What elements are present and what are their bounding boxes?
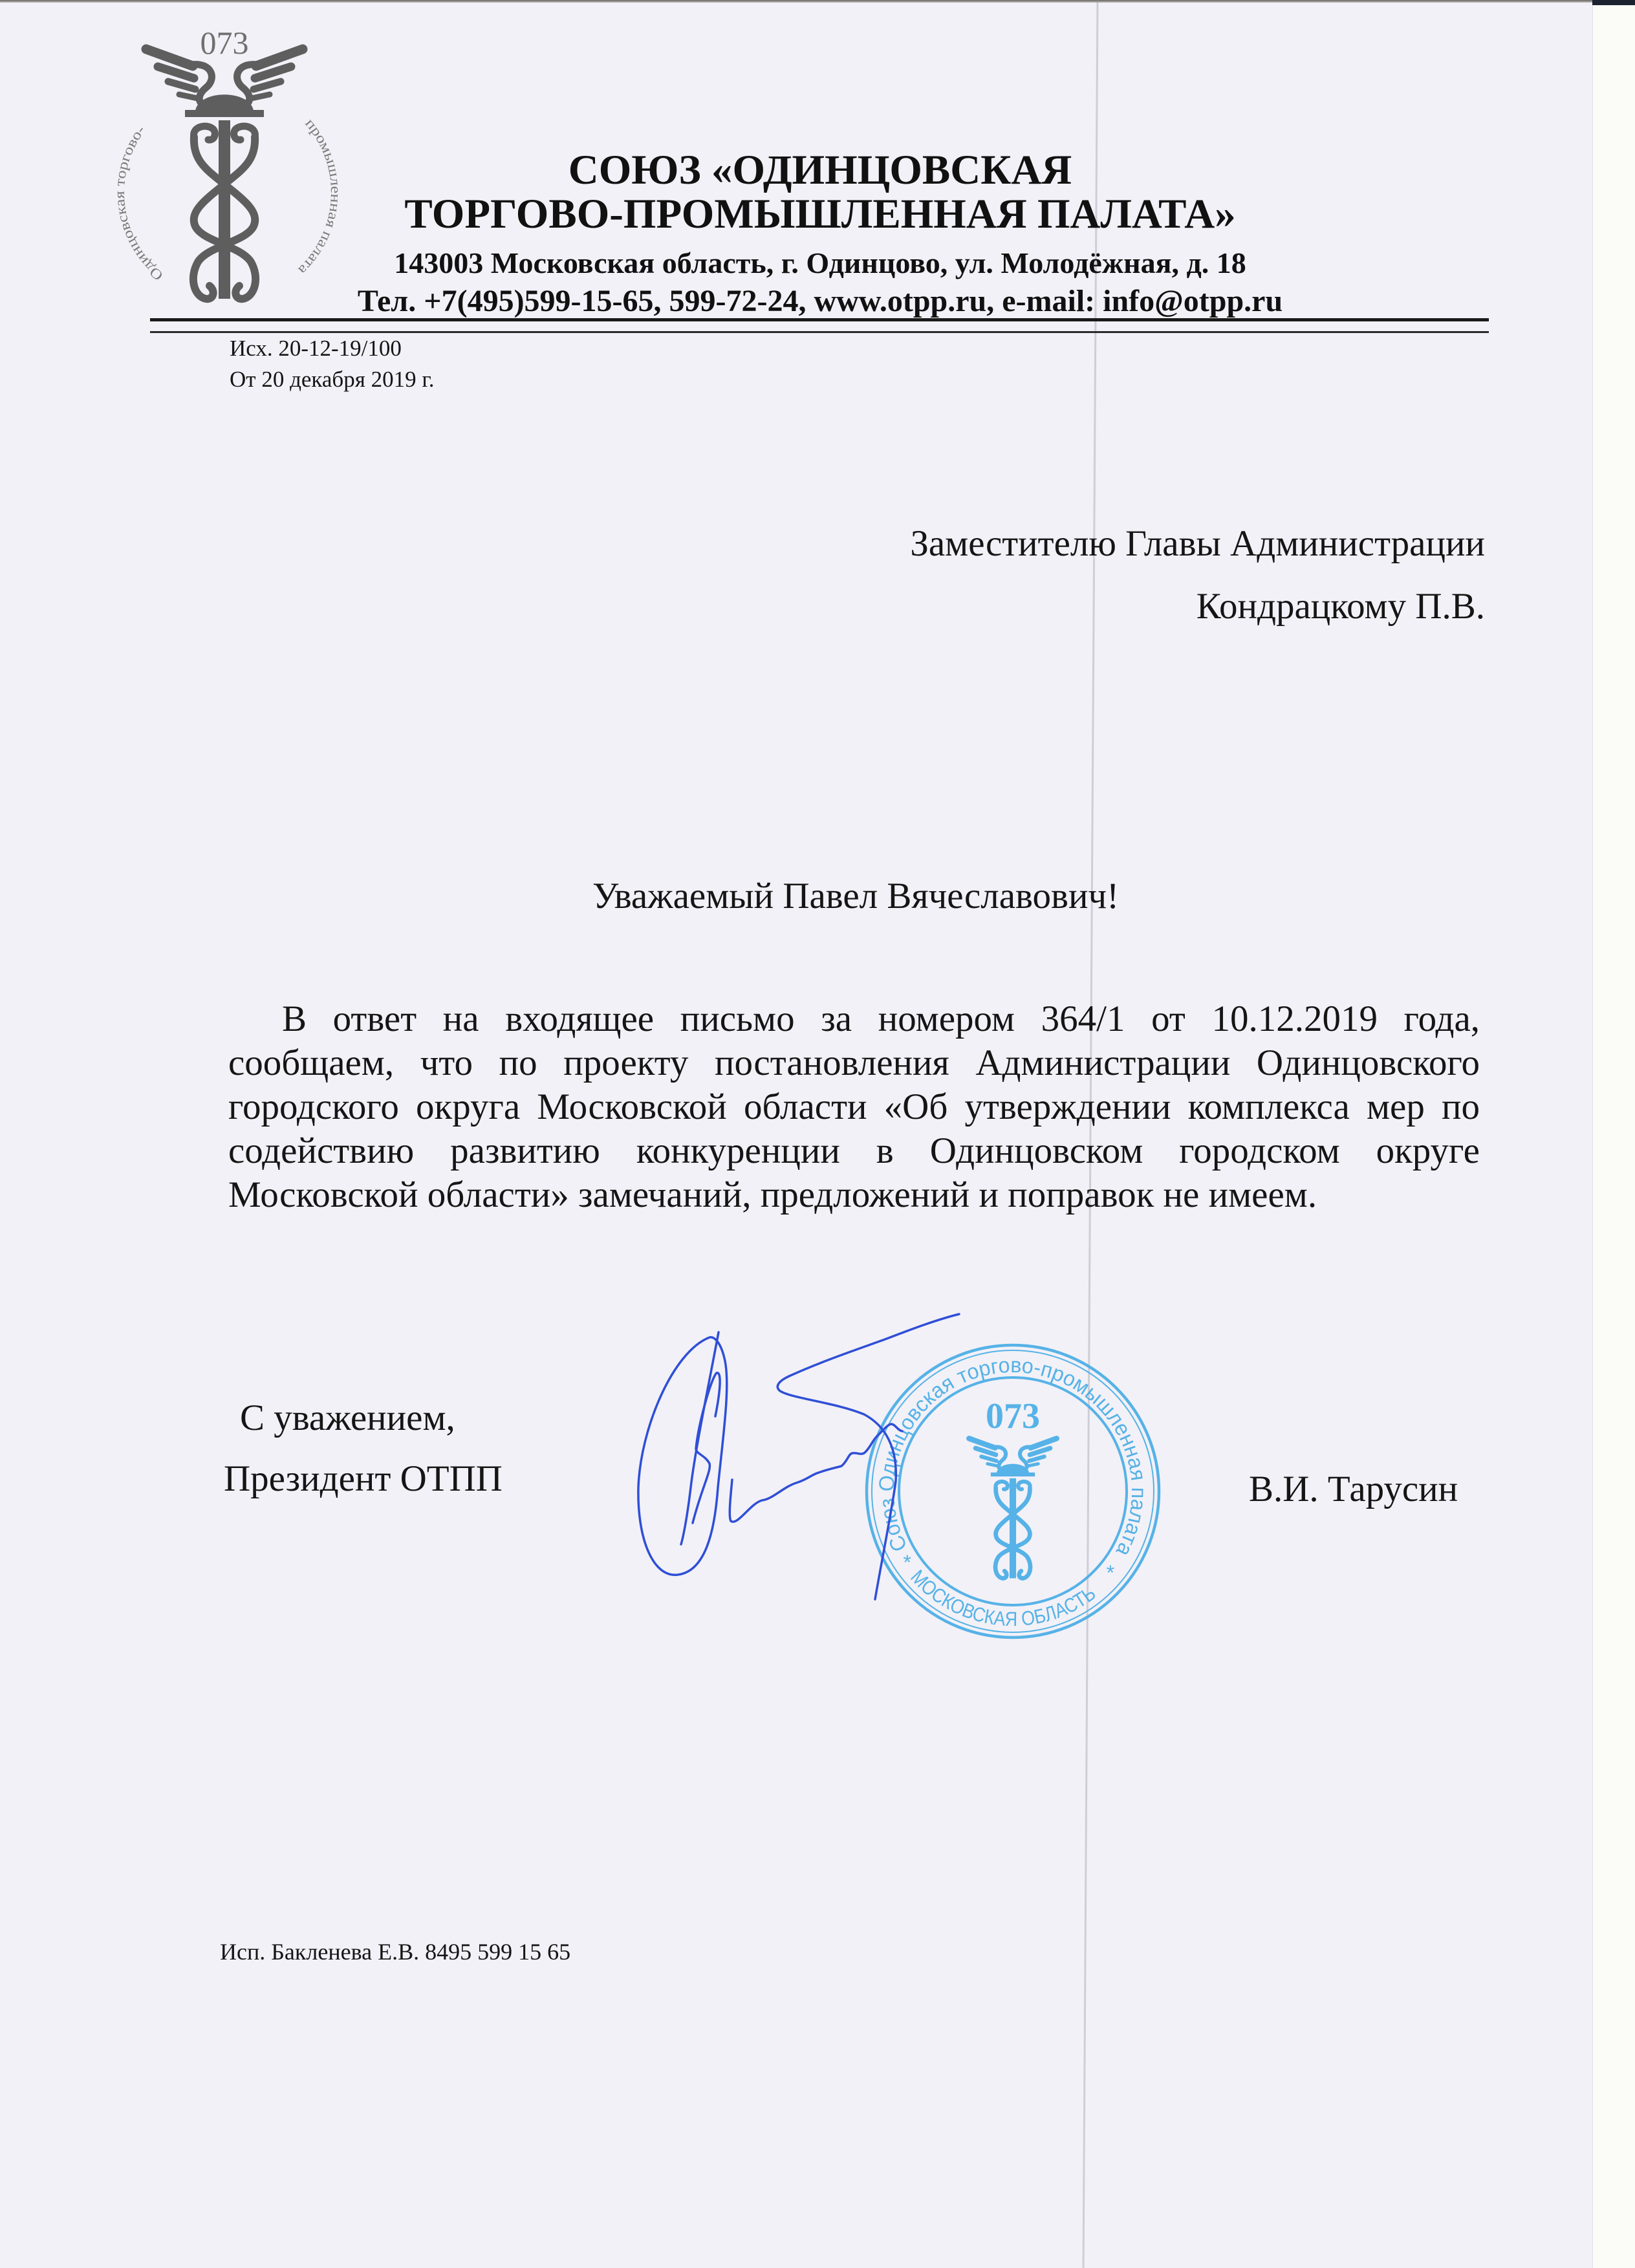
body-line: городского округа Московской области «Об утверждении комплекса мер по — [228, 1086, 1480, 1127]
scan-right-margin — [1592, 0, 1635, 2268]
org-name-line-1: СОЮЗ «ОДИНЦОВСКАЯ — [568, 147, 1072, 193]
logo-ring-text-left — [111, 122, 166, 285]
header-rule-thick — [150, 318, 1489, 321]
scan-corner-shadow — [1592, 0, 1635, 5]
executor-contact: Исп. Бакленева Е.В. 8495 599 15 65 — [220, 1939, 571, 1965]
signer-name: В.И. Тарусин — [1249, 1469, 1458, 1509]
body-line: сообщаем, что по проекту постановления Администрации Одинцовского — [228, 1042, 1480, 1083]
body-line: содействию развитию конкуренции в Одинцовском городском округе — [228, 1130, 1480, 1171]
org-address: 143003 Московская область, г. Одинцово, ул. Молодёжная, д. 18 — [394, 246, 1246, 279]
stamp-ring-bottom-text: МОСКОВСКАЯ ОБЛАСТЬ — [906, 1565, 1101, 1631]
signature-tail — [730, 1424, 902, 1522]
logo-ring-right-path: промышленная палата — [296, 115, 345, 278]
closing-regards: С уважением, — [240, 1398, 455, 1438]
body-line: Московской области» замечаний, предложений и поправок не имеем. — [228, 1174, 1317, 1215]
outgoing-number: Исх. 20-12-19/100 — [230, 336, 402, 361]
signature-letter-stem — [681, 1332, 719, 1544]
recipient-position: Заместителю Главы Администрации — [910, 523, 1485, 564]
org-contacts: Тел. +7(495)599-15-65, 599-72-24, www.otpp.ru, e-mail: info@otpp.ru — [357, 284, 1283, 318]
stamp-emblem-icon — [969, 1438, 1057, 1578]
header-rule-thin — [150, 331, 1489, 333]
salutation: Уважаемый Павел Вячеславович! — [592, 876, 1120, 916]
handwritten-signature — [627, 1306, 970, 1610]
logo-number: 073 — [200, 25, 249, 61]
stamp-separator-right: * — [1106, 1561, 1115, 1584]
stamp-ring-top-text: Союз Одинцовская торгово-промышленная палата — [874, 1352, 1152, 1561]
signature-flourish — [777, 1314, 959, 1599]
body-line: В ответ на входящее письмо за номером 364/1 от 10.12.2019 года, — [282, 999, 1480, 1039]
logo-ring-left-path: Одинцовская торгово- — [111, 122, 166, 285]
stamp-separator-left: * — [903, 1551, 911, 1574]
stamp-number: 073 — [986, 1396, 1040, 1436]
org-name-line-2: ТОРГОВО-ПРОМЫШЛЕННАЯ ПАЛАТА» — [404, 191, 1236, 237]
letter-date: От 20 декабря 2019 г. — [230, 367, 435, 392]
recipient-name: Кондрацкому П.В. — [1196, 586, 1485, 627]
scan-top-edge — [0, 0, 1592, 3]
helmet-base-icon — [185, 110, 264, 117]
signer-title: Президент ОТПП — [224, 1458, 503, 1499]
helmet-icon — [195, 94, 254, 111]
